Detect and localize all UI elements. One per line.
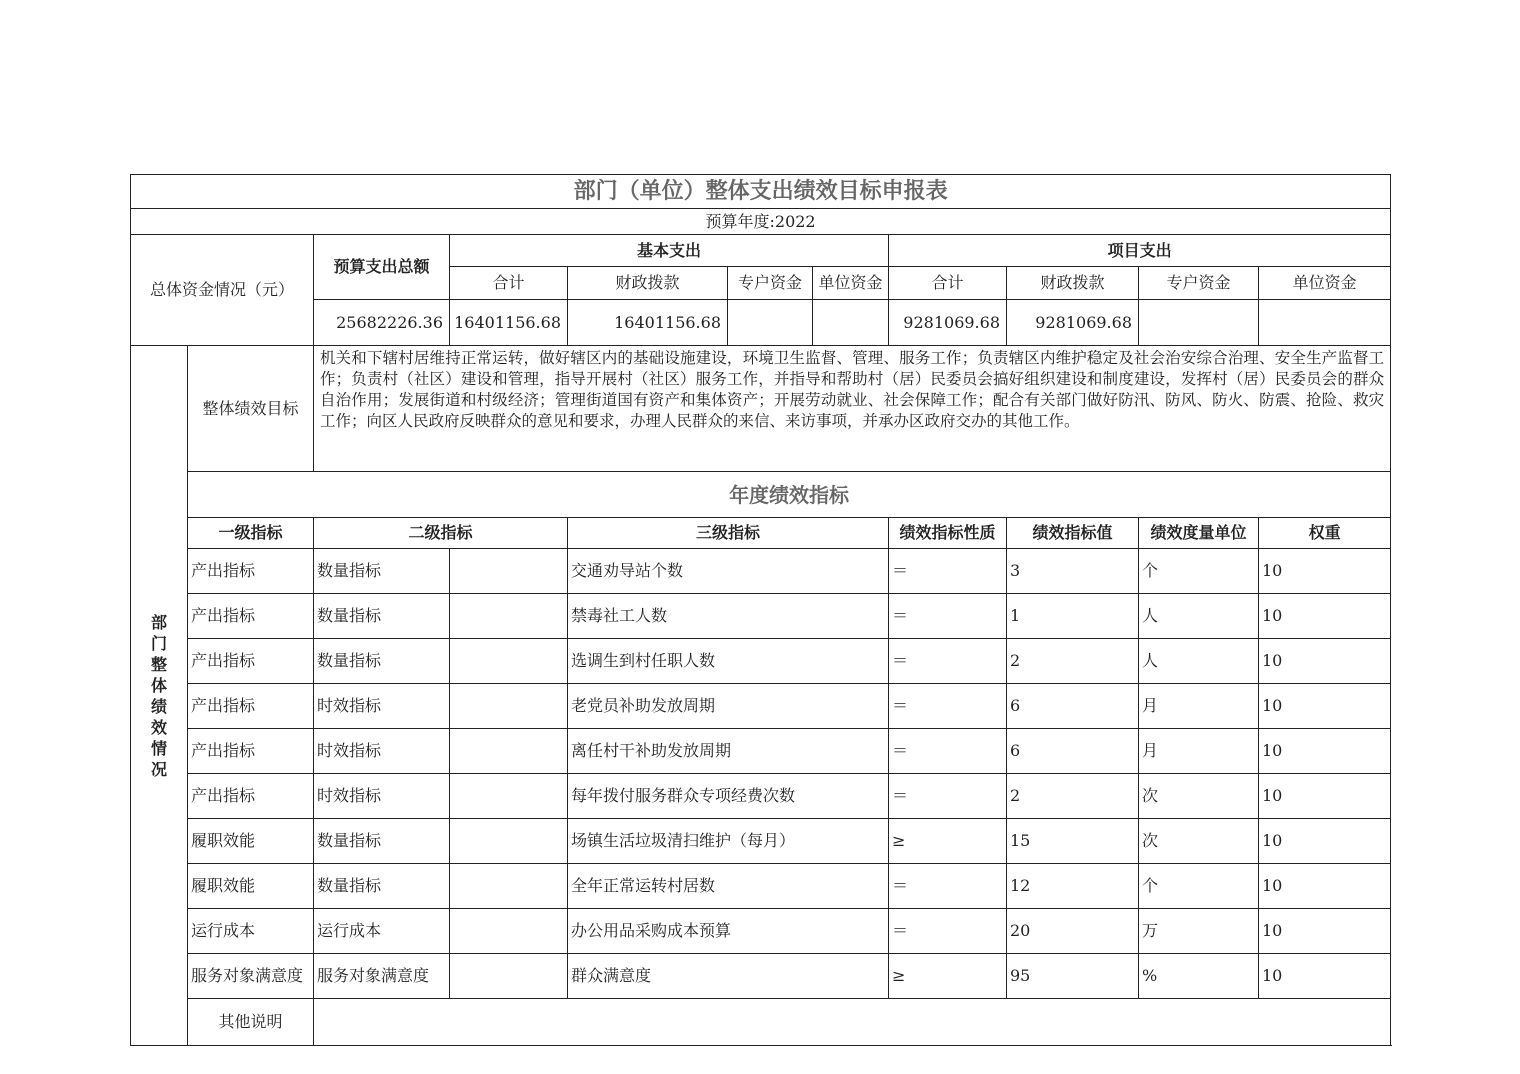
project-unit-value: [1259, 300, 1391, 346]
unit-cell: 个: [1139, 549, 1259, 594]
budget-year: 预算年度:2022: [131, 209, 1391, 235]
level2-extra-cell: [450, 549, 568, 594]
weight-cell: 10: [1259, 639, 1391, 684]
value-cell: 3: [1007, 549, 1139, 594]
basic-subtotal-value: 16401156.68: [450, 300, 568, 346]
level2-cell: 数量指标: [314, 594, 450, 639]
project-fiscal-value: 9281069.68: [1007, 300, 1139, 346]
performance-target-table: [130, 174, 1391, 1046]
level2-cell: 数量指标: [314, 864, 450, 909]
project-subtotal-value: 9281069.68: [889, 300, 1007, 346]
weight-cell: 10: [1259, 594, 1391, 639]
project-special-header: 专户资金: [1139, 267, 1259, 300]
nature-cell: ＝: [889, 909, 1007, 954]
level1-cell: 产出指标: [188, 549, 314, 594]
level3-cell: 禁毒社工人数: [568, 594, 889, 639]
level1-cell: 产出指标: [188, 774, 314, 819]
value-cell: 2: [1007, 639, 1139, 684]
level2-cell: 时效指标: [314, 684, 450, 729]
other-text: [314, 999, 1391, 1046]
level2-cell: 时效指标: [314, 774, 450, 819]
indicator-row: [131, 549, 1391, 594]
level3-cell: 选调生到村任职人数: [568, 639, 889, 684]
header-level3: 三级指标: [568, 518, 889, 549]
weight-cell: 10: [1259, 549, 1391, 594]
weight-cell: 10: [1259, 729, 1391, 774]
weight-cell: 10: [1259, 819, 1391, 864]
level1-cell: 运行成本: [188, 909, 314, 954]
indicator-row: [131, 729, 1391, 774]
level3-cell: 每年拨付服务群众专项经费次数: [568, 774, 889, 819]
nature-cell: ＝: [889, 594, 1007, 639]
weight-cell: 10: [1259, 909, 1391, 954]
level2-extra-cell: [450, 864, 568, 909]
value-cell: 20: [1007, 909, 1139, 954]
indicator-row: [131, 639, 1391, 684]
basic-special-header: 专户资金: [728, 267, 813, 300]
level2-cell: 数量指标: [314, 549, 450, 594]
nature-cell: ＝: [889, 549, 1007, 594]
level2-extra-cell: [450, 819, 568, 864]
project-unit-header: 单位资金: [1259, 267, 1391, 300]
other-label: 其他说明: [188, 999, 314, 1046]
project-subtotal-header: 合计: [889, 267, 1007, 300]
unit-cell: 个: [1139, 864, 1259, 909]
indicator-row: [131, 774, 1391, 819]
unit-cell: 月: [1139, 729, 1259, 774]
goal-label: 整体绩效目标: [188, 346, 314, 472]
weight-cell: 10: [1259, 684, 1391, 729]
unit-cell: 人: [1139, 594, 1259, 639]
project-expense-label: 项目支出: [889, 235, 1391, 267]
level3-cell: 场镇生活垃圾清扫维护（每月）: [568, 819, 889, 864]
level1-cell: 履职效能: [188, 864, 314, 909]
level1-cell: 履职效能: [188, 819, 314, 864]
table-title: 部门（单位）整体支出绩效目标申报表: [131, 175, 1391, 209]
level1-cell: 产出指标: [188, 594, 314, 639]
header-level2: 二级指标: [314, 518, 568, 549]
basic-fiscal-header: 财政拨款: [568, 267, 728, 300]
level1-cell: 产出指标: [188, 684, 314, 729]
level2-extra-cell: [450, 594, 568, 639]
nature-cell: ＝: [889, 639, 1007, 684]
level2-extra-cell: [450, 639, 568, 684]
level3-cell: 全年正常运转村居数: [568, 864, 889, 909]
level1-cell: 服务对象满意度: [188, 954, 314, 999]
indicator-row: [131, 954, 1391, 999]
value-cell: 2: [1007, 774, 1139, 819]
project-fiscal-header: 财政拨款: [1007, 267, 1139, 300]
total-budget-label: 预算支出总额: [314, 235, 450, 300]
weight-cell: 10: [1259, 864, 1391, 909]
level2-cell: 服务对象满意度: [314, 954, 450, 999]
level2-cell: 数量指标: [314, 639, 450, 684]
unit-cell: 人: [1139, 639, 1259, 684]
value-cell: 6: [1007, 729, 1139, 774]
nature-cell: ＝: [889, 729, 1007, 774]
level3-cell: 离任村干补助发放周期: [568, 729, 889, 774]
level2-extra-cell: [450, 954, 568, 999]
value-cell: 6: [1007, 684, 1139, 729]
total-budget-value: 25682226.36: [314, 300, 450, 346]
value-cell: 95: [1007, 954, 1139, 999]
unit-cell: 次: [1139, 819, 1259, 864]
nature-cell: ≥: [889, 954, 1007, 999]
weight-cell: 10: [1259, 954, 1391, 999]
header-level1: 一级指标: [188, 518, 314, 549]
indicator-row: [131, 594, 1391, 639]
header-value: 绩效指标值: [1007, 518, 1139, 549]
unit-cell: 万: [1139, 909, 1259, 954]
unit-cell: %: [1139, 954, 1259, 999]
level2-extra-cell: [450, 729, 568, 774]
section-label-text: 部 门 整 体 绩 效 情 况: [150, 612, 167, 779]
unit-cell: 月: [1139, 684, 1259, 729]
level2-extra-cell: [450, 684, 568, 729]
basic-special-value: [728, 300, 813, 346]
nature-cell: ＝: [889, 774, 1007, 819]
nature-cell: ＝: [889, 864, 1007, 909]
funds-label: 总体资金情况（元）: [131, 235, 314, 346]
nature-cell: ＝: [889, 684, 1007, 729]
value-cell: 1: [1007, 594, 1139, 639]
level2-cell: 运行成本: [314, 909, 450, 954]
nature-cell: ≥: [889, 819, 1007, 864]
indicator-row: [131, 684, 1391, 729]
level2-extra-cell: [450, 909, 568, 954]
level2-cell: 数量指标: [314, 819, 450, 864]
indicator-row: [131, 909, 1391, 954]
basic-fiscal-value: 16401156.68: [568, 300, 728, 346]
level1-cell: 产出指标: [188, 639, 314, 684]
header-weight: 权重: [1259, 518, 1391, 549]
header-unit: 绩效度量单位: [1139, 518, 1259, 549]
basic-subtotal-header: 合计: [450, 267, 568, 300]
basic-expense-label: 基本支出: [450, 235, 889, 267]
goal-text: 机关和下辖村居维持正常运转，做好辖区内的基础设施建设，环境卫生监督、管理、服务工作；负责辖区内维护稳定及社会治安综合治理、安全生产监督工作；负责村（社区）建设和管理，指导开展村（社区）服务工作，并指导和帮助村（居）民委员会搞好组织建设和制度建设，发挥村（居）民委员会的群众自治作用；发展街道和村级经济；管理街道国有资产和集体资产；开展劳动就业、社会保障工作；配合有关部门做好防汛、防风、防火、防震、抢险、救灾工作；向区人民政府反映群众的意见和要求，办理人民群众的来信、来访事项，并承办区政府交办的其他工作。: [314, 346, 1391, 472]
section-label: [131, 346, 188, 1046]
indicator-row: [131, 819, 1391, 864]
value-cell: 15: [1007, 819, 1139, 864]
level2-extra-cell: [450, 774, 568, 819]
level2-cell: 时效指标: [314, 729, 450, 774]
level3-cell: 办公用品采购成本预算: [568, 909, 889, 954]
weight-cell: 10: [1259, 774, 1391, 819]
level3-cell: 交通劝导站个数: [568, 549, 889, 594]
level3-cell: 老党员补助发放周期: [568, 684, 889, 729]
value-cell: 12: [1007, 864, 1139, 909]
basic-unit-header: 单位资金: [813, 267, 889, 300]
basic-unit-value: [813, 300, 889, 346]
level3-cell: 群众满意度: [568, 954, 889, 999]
header-nature: 绩效指标性质: [889, 518, 1007, 549]
indicators-title: 年度绩效指标: [188, 472, 1391, 518]
indicator-row: [131, 864, 1391, 909]
unit-cell: 次: [1139, 774, 1259, 819]
project-special-value: [1139, 300, 1259, 346]
level1-cell: 产出指标: [188, 729, 314, 774]
